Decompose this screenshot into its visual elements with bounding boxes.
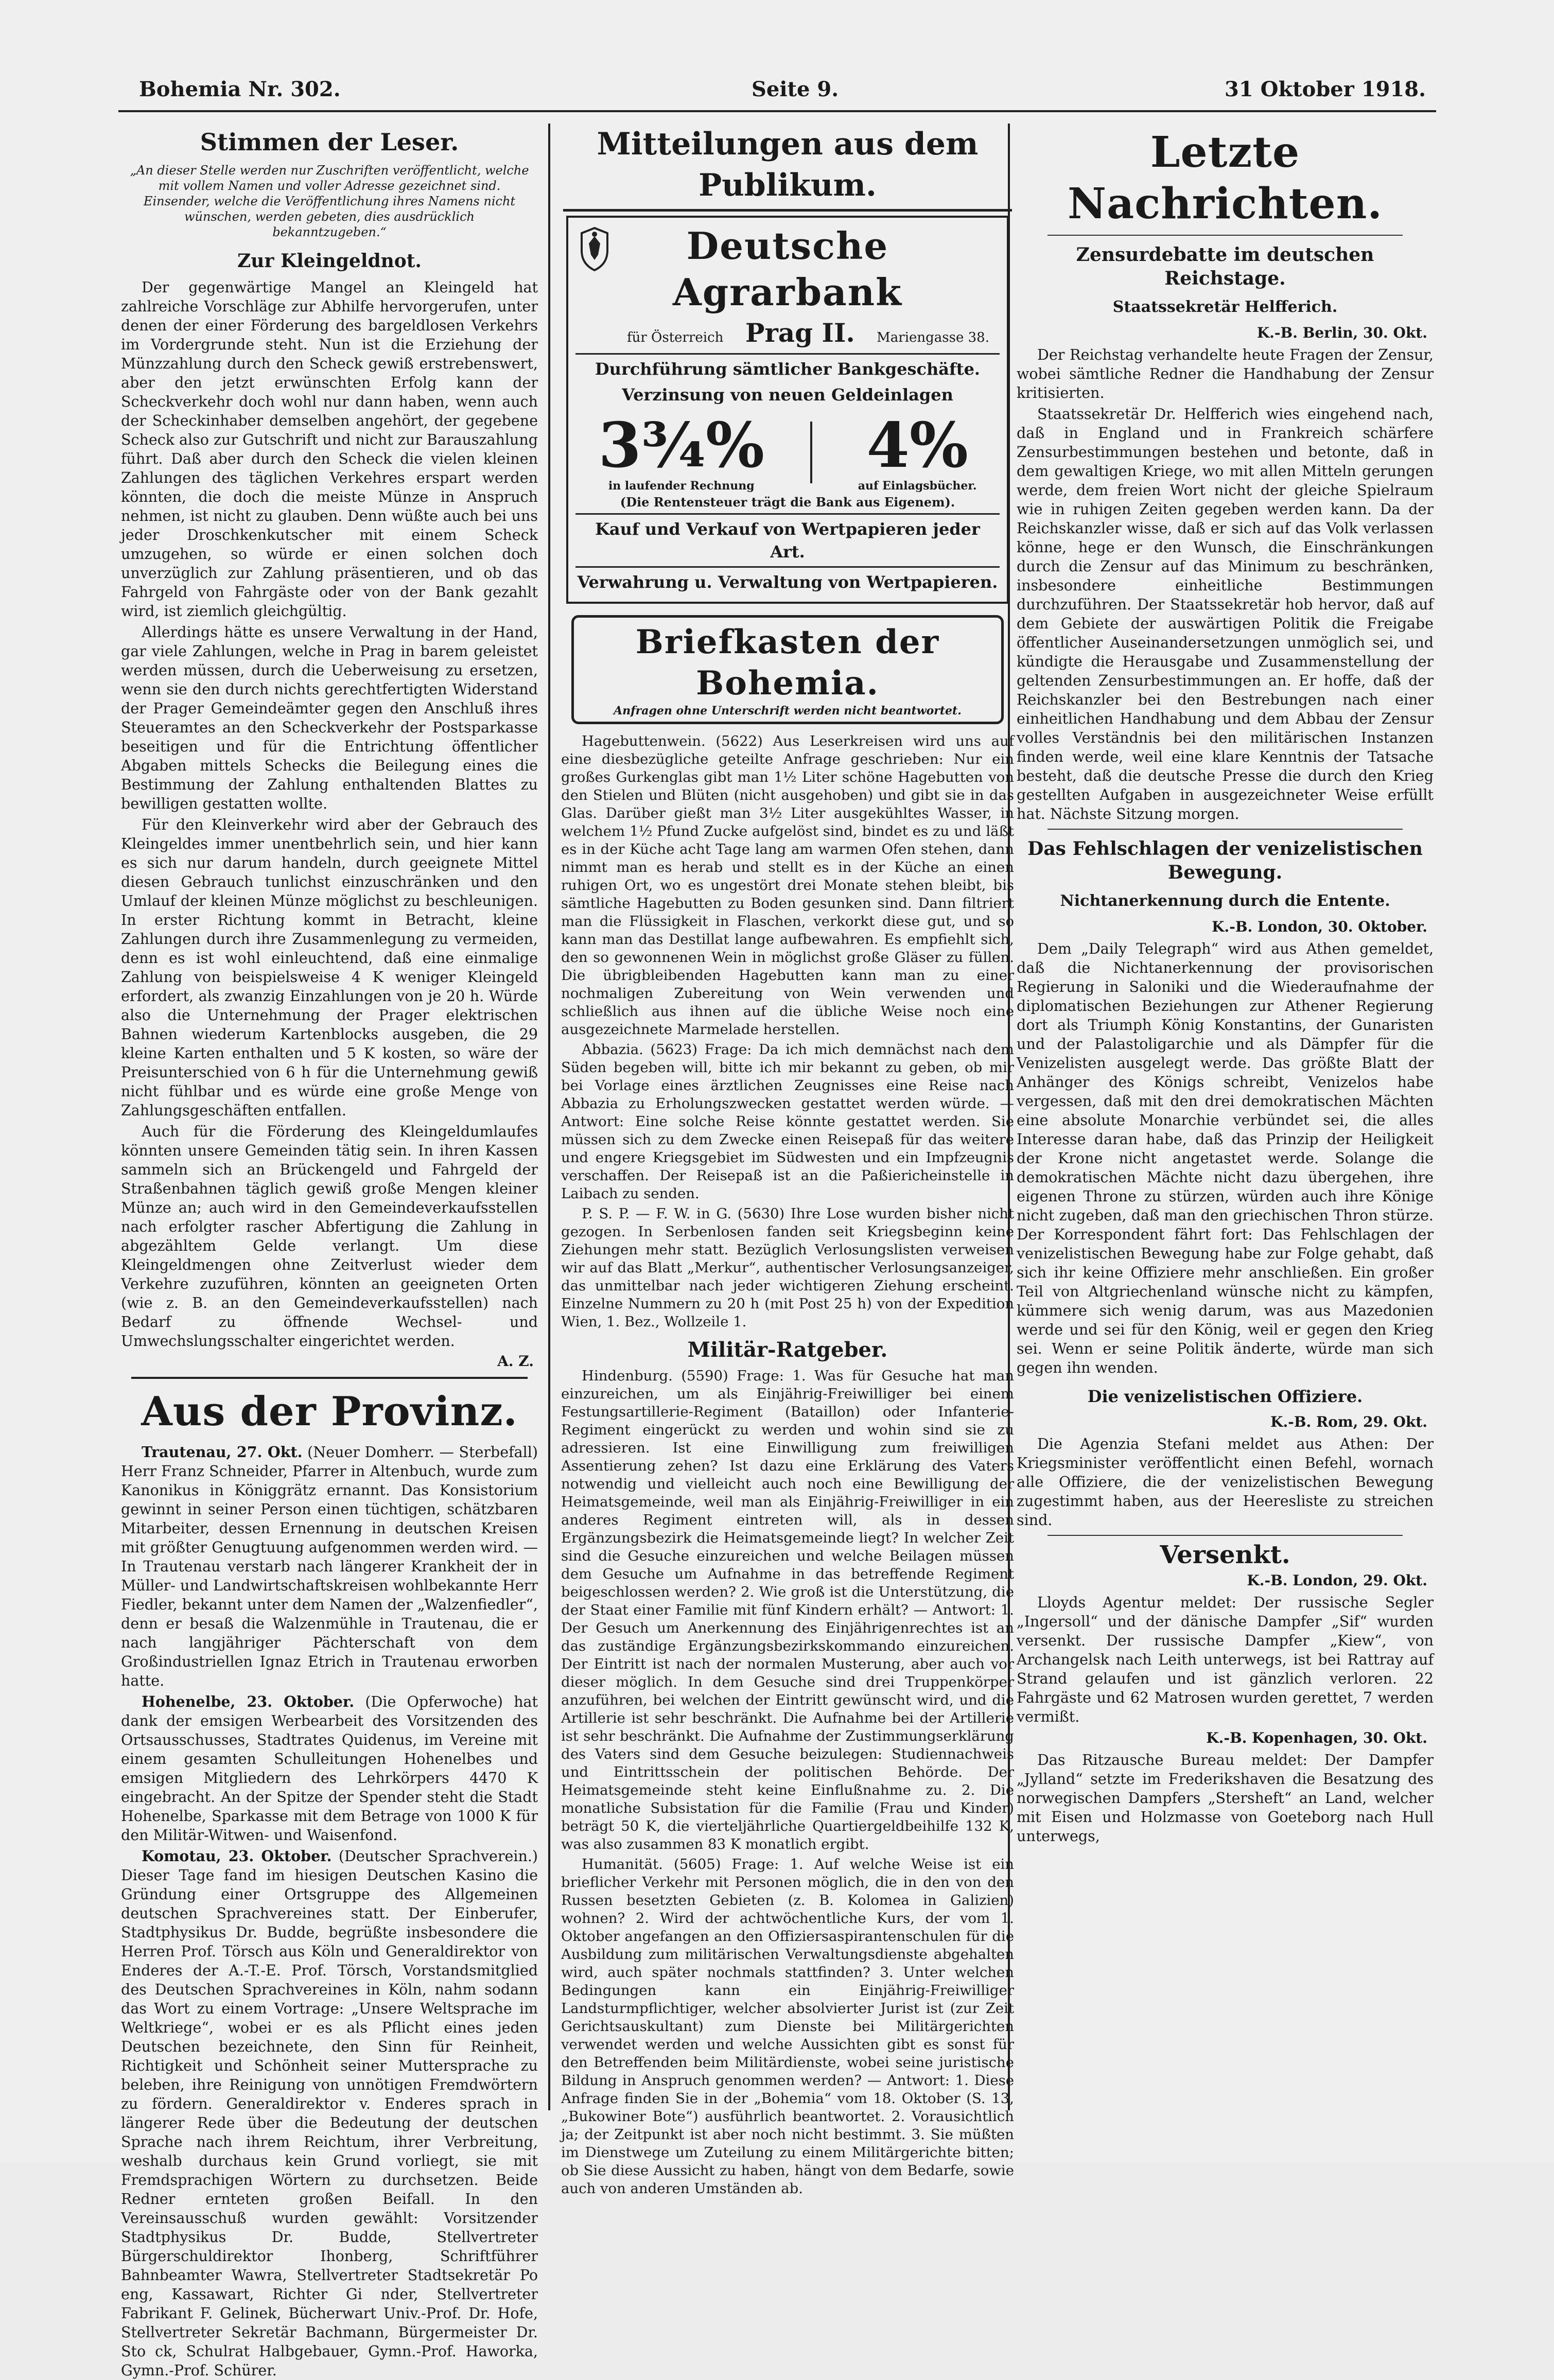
eagle-crest-icon bbox=[575, 226, 614, 272]
ad-rate-value: 3¾% bbox=[598, 409, 765, 482]
news-headline: Versenkt. bbox=[1160, 1541, 1290, 1569]
agrarbank-ad bbox=[566, 216, 1009, 604]
province-item bbox=[121, 1692, 538, 1845]
briefkasten-subtitle: Anfragen ohne Unterschrift werden nicht beantwortet. bbox=[614, 704, 962, 717]
public-section-title: Mitteilungen aus dem Publikum. bbox=[563, 124, 1012, 212]
ad-city: Prag II. bbox=[745, 318, 855, 348]
letter-item: Hagebuttenwein. (5622) Aus Leserkreisen wird uns auf eine diesbezügliche geteilte Anfrage geschrieben: Nur ein großes Gurkenglas gibt man 1½ Liter schöne Hagebutten von den Stielen und Blüten (nicht ausgehoben) und gibt sie in das Glas. Darüber gießt man 3½ Liter ausgekühltes Wasser, in welchem 1½ Pfund Zucke aufgelöst sind, bindet es zu und läßt es in der Küche acht Tage lang am warmen Ofen stehen, dann nimmt man es herab und stellt es in der Küche an einen ruhigen Ort, wo es ungestört drei Monate stehen bleibt, bis sämtliche Hagebutten zu Boden gesunken sind. Dann filtriert man die Flüssigkeit in Flaschen, verkorkt diese gut, und so kann man das Destillat lange aufbewahren. Es empfiehlt sich, den so gewonnenen Wein in möglichst große Gläser zu füllen. Die übrigbleibenden Hagebutten kann man zu einer nochmaligen Zubereitung von Wein verwenden und schließlich aus ihnen auf die übliche Weise noch eine ausgezeichnete Marmelade herstellen. bbox=[561, 733, 1014, 1038]
column-center bbox=[561, 124, 1014, 2197]
news-paragraph: Dem „Daily Telegraph“ wird aus Athen gemeldet, daß die Nichtanerkennung der provisorischen Regierung in Saloniki und die Wiederaufnahme der diplomatischen Beziehungen zur Athener Regierung dort als Triumph König Konstantins, der Gunaristen und der Palastoligarchie und als Dämpfer für die Venizelisten ausgelegt werde. Das größte Blatt der Anhänger des Königs schreibt, Venizelos habe vergessen, daß mit den drei demokratischen Mächten eine absolute Monarchie verbündet sei, die alles Interesse daran habe, daß das Prinzip der Heiligkeit der Krone nicht angetastet werde. Solange die demokratischen Mächte nicht dazu übergehen, ihre eigenen Throne zu stürzen, würden auch ihre Könige nicht zugeben, daß man den griechischen Thron stürze. Der Korrespondent fährt fort: Das Fehlschlagen der venizelistischen Bewegung habe zur Folge gehabt, daß sich ihr keine Offiziere mehr anschließen. Ein großer Teil von Altgriechenland wünsche nicht zu kämpfen, kümmere sich wenig darum, was aus Mazedonien werde und sei für den König, weil er gegen den Krieg sei. Wenn er seine Politik änderte, würde man sich gegen ihn wenden. bbox=[1017, 940, 1434, 1376]
readers-note: „An dieser Stelle werden nur Zuschriften veröffentlicht, welche mit vollem Namen und voller Adresse gezeichnet sind. Einsender, welche die Veröffentlichung ihres Namens nicht wünschen, werden gebeten, dies ausdrücklich bekanntzugeben.“ bbox=[130, 163, 529, 239]
article-paragraph: Der gegenwärtige Mangel an Kleingeld hat zahlreiche Vorschläge zur Abhilfe hervorgerufen, unter denen der einer Förderung des bargeldlosen Verkehrs im Vordergrunde steht. Nun ist die Erziehung der Münzzahlung durch den Scheck gewiß erstrebenswert, aber den jetzt erwünschten Erfolg kann der Scheckverkehr doch wohl nur dann haben, wenn auch der Scheckinhaber demselben angehört, der gegebene Scheck also zur Gutschrift und nicht zur Barauszahlung führt. Daß aber durch den Scheck die vielen kleinen Zahlungen des täglichen Verkehres erspart werden könnten, die doch die meiste Münze in Anspruch nehmen, ist nicht zu glauben. Denn wüßte auch bei uns jeder Droschkenkutscher mit einem Scheck umzugehen, so würde er einen solchen doch unverzüglich zur Zahlung präsentieren, und ob das Fahrgeld von Fahrgäste oder von der Bank gezahlt wird, ist ziemlich gleichgültig. bbox=[121, 279, 538, 620]
ad-footnote: (Die Rentensteuer trägt die Bank aus Eigenem). bbox=[620, 495, 955, 510]
header-page-number: Seite 9. bbox=[752, 77, 839, 101]
header-issue: Bohemia Nr. 302. bbox=[139, 77, 341, 101]
ad-bank-name: Deutsche Agrarbank bbox=[673, 224, 902, 314]
news-dateline: K.-B. Kopenhagen, 30. Okt. bbox=[1206, 1729, 1427, 1746]
news-headline: Die venizelistischen Offiziere. bbox=[1087, 1387, 1363, 1406]
news-divider bbox=[1047, 1535, 1403, 1536]
province-item bbox=[121, 1847, 538, 2380]
news-dateline: K.-B. London, 29. Okt. bbox=[1247, 1572, 1427, 1589]
news-paragraph: Staatssekretär Dr. Helfferich wies eingehend nach, daß in England und in Frankreich schärfere Zensurbestimmungen bestehen und betonte, daß in dem gewaltigen Kriege, wo mit allen Mitteln gerungen werde, dem freien Wort nicht der gleiche Spielraum wie in ruhigen Zeiten gegeben werden kann. Da der Reichskanzler wisse, daß er sich auf das Volk verlassen könne, hege er den Wunsch, die Einschränkungen durch die Zensur auf das Minimum zu beschränken, insbesondere einheitliche Bestimmungen durchzuführen. Der Staatssekretär hob hervor, daß auf dem Gebiete der auswärtigen Politik die Freigabe öffentlicher Auseinandersetzungen unmöglich sei, und kündigte die Herausgabe und Zusammenstellung der geltenden Zensurbestimmungen an. Er hoffe, daß der Reichskanzler bei den Bestrebungen nach einer einheitlichen Handhabung und dem Abbau der Zensur volles Verständnis bei den militärischen Instanzen finden werde, weil eine klare Kenntnis der Tatsache besteht, daß die deutsche Presse die durch den Krieg gestellten Aufgaben in ausgezeichneter Weise erfüllt hat. Nächste Sitzung morgen. bbox=[1017, 406, 1434, 822]
letter-item: Abbazia. (5623) Frage: Da ich mich demnächst nach dem Süden begeben will, bitte ich mir bekannt zu geben, ob mir bei Vorlage eines ärztlichen Zeugnisses eine Reise nach Abbazia zu Erholungszwecken gestattet werden würde. — Antwort: Eine solche Reise könnte gestattet werden. Sie müssen sich zu dem Zwecke einen Reisepaß für das weitere und engere Kriegsgebiet im Südwesten und ein Impfzeugnis verschaffen. Der Reisepaß ist an die Paßiericheinstelle in Laibach zu senden. bbox=[561, 1041, 1014, 1202]
news-paragraph: Der Reichstag verhandelte heute Fragen der Zensur, wobei sämtliche Redner die Handhabung der Zensur kritisierten. bbox=[1017, 346, 1434, 401]
province-text: (Neuer Domherr. — Sterbefall) Herr Franz Schneider, Pfarrer in Altenbuch, wurde zum Kanonikus in Königgrätz ernannt. Das Konsistorium gewinnt in seiner Person einen tüchtigen, schätzbaren Mitarbeiter, dessen Ernennung in deutschen Kreisen mit größter Genugtuung aufgenommen werden wird. — In Trautenau verstarb nach längerer Krankheit der in Müller- und Landwirtschaftskreisen wohlbekannte Herr Fiedler, bekannt unter dem Namen der „Walzenfiedler“, denn er besaß die Walzenmühle in Trautenau, die er nach langjähriger Pächterschaft von dem Großindustriellen Ignaz Etrich in Trautenau erworben hatte. bbox=[121, 1444, 538, 1689]
news-paragraph: Lloyds Agentur meldet: Der russische Segler „Ingersoll“ und der dänische Dampfer „Sif“ wurden versenkt. Der russische Dampfer „Kiew“, von Archangelsk nach Leith unterwegs, ist bei Rattray auf Strand gelaufen und ist gänzlich verloren. 22 Fahrgäste und 62 Matrosen wurden gerettet, 7 werden vermißt. bbox=[1017, 1594, 1434, 1725]
military-item: Hindenburg. (5590) Frage: 1. Was für Gesuche hat man einzureichen, um als Einjährig-Freiwilliger bei einem Festungsartillerie-Regiment (Bataillon) oder Infanterie-Regiment eingerückt zu werden und wohin sind sie zu adressieren. Ist eine Einwilligung zum freiwilligen Assentierung zehen? Ist dazu eine Erklärung des Vaters notwendig und vielleicht auch noch eine Bewilligung der Heimatsgemeinde, weil man als Einjährig-Freiwilliger in ein anderes Regiment eintreten will, als in dessen Ergänzungsbezirk die Heimatsgemeinde liegt? In welcher Zeit sind die Gesuche einzureichen und welche Beilagen müssen dem Gesuche um Aufnahme in das betreffende Regiment beigeschlossen werden? 2. Wie groß ist die Unterstützung, die der Staat einer Familie mit fünf Kindern erhält? — Antwort: 1. Der Gesuch um Anerkennung des Einjährigenrechtes ist an das zuständige Ergänzungsbezirkskommando einzureichen. Der Eintritt ist nach der normalen Musterung, aber auch vor dieser möglich. In dem Gesuche sind drei Truppenkörper anzuführen, bei welchen der Eintritt gewünscht wird, und die Artillerie ist sehr beschränkt. Die Aufnahme bei der Artillerie ist sehr beschränkt. Die Aufnahme der Zustimmungserklärung des Vaters sind dem Gesuche beizulegen: Studiennachweis und Eintrittsschein der politischen Behörde. Der Heimatsgemeinde steht keine Einflußnahme zu. 2. Die monatliche Subsistation für die Familie (Frau und Kinder) beträgt 50 K, die vierteljährliche Quartiergeldbeihilfe 132 K, was also zusammen 83 K monatlich ergibt. bbox=[561, 1368, 1014, 1852]
province-place: Trautenau, 27. Okt. bbox=[142, 1443, 303, 1461]
ad-services: Durchführung sämtlicher Bankgeschäfte. bbox=[575, 353, 1000, 383]
news-subheadline: Staatssekretär Helfferich. bbox=[1112, 298, 1338, 316]
news-divider bbox=[1047, 829, 1403, 830]
article-signature: A. Z. bbox=[497, 1353, 534, 1370]
article-paragraph: Auch für die Förderung des Kleingeldumlaufes könnten unsere Gemeinden tätig sein. In ihren Kassen sammeln sich an Brückengeld und Fahrgeld der Straßenbahnen täglich gewiß große Mengen kleiner Münze an; auch wird in den Gemeindeverkaufsstellen nach erfolgter rascher Abfertigung die Zahlung in abgezähltem Gelde verlangt. Um diese Kleingeldmengen ohne Zeitverlust wieder dem Verkehre zuzuführen, könnten an geeigneten Orten (wie z. B. an den Gemeindeverkaufsstellen) nach Bedarf zu öffnende Wechsel- und Umwechslungsschalter eingerichtet werden. bbox=[121, 1123, 538, 1350]
ad-rate-divider bbox=[810, 422, 812, 483]
article-title: Zur Kleingeldnot. bbox=[237, 250, 422, 272]
page-header bbox=[139, 72, 1426, 108]
news-paragraph: Das Ritzausche Bureau meldet: Der Dampfer „Jylland“ setzte im Frederikshaven die Besatzung des norwegischen Dampfers „Stersheft“ an Land, welcher mit Eisen und Holzmasse von Goeteborg nach Hull unterwegs, bbox=[1017, 1752, 1434, 1845]
ad-rate-value: 4% bbox=[866, 409, 968, 482]
ad-rate-caption: auf Einlagsbücher. bbox=[858, 479, 977, 493]
province-item bbox=[121, 1443, 538, 1690]
province-place: Komotau, 23. Oktober. bbox=[142, 1847, 332, 1865]
military-section-title: Militär-Ratgeber. bbox=[687, 1338, 888, 1362]
section-divider bbox=[131, 1377, 528, 1379]
ad-rates bbox=[575, 409, 1000, 495]
ad-rate-caption: in laufender Rechnung bbox=[608, 479, 755, 493]
ad-country: für Österreich bbox=[627, 330, 724, 345]
latest-news-title: Letzte Nachrichten. bbox=[1068, 128, 1383, 229]
ad-rate-current bbox=[598, 409, 765, 493]
briefkasten-title: Briefkasten der Bohemia. bbox=[635, 623, 940, 703]
news-headline: Zensurdebatte im deutschen Reichstage. bbox=[1076, 244, 1374, 289]
province-text: (Deutscher Sprachverein.) Dieser Tage fand im hiesigen Deutschen Kasino die Gründung einer Ortsgruppe des Allgemeinen deutschen Sprachvereines statt. Der Einberufer, Stadtphysikus Dr. Budde, begrüßte insbesondere die Herren Prof. Törsch aus Köln und Generaldirektor von Enderes der A.-T.-E. Prof. Törsch, Vorstandsmitglied des Deutschen Sprachvereines in Köln, nahm sodann das Wort zu einem Vortrage: „Unsere Weltsprache im Weltkriege“, wobei er es als Pflicht eines jeden Deutschen bezeichnete, den Sinn für Reinheit, Richtigkeit und Schönheit seiner Muttersprache zu beleben, ihre Reinigung von unnötigen Fremdwörtern zu fördern. Generaldirektor v. Enderes sprach in längerer Rede über die Bedeutung der deutschen Sprache nach ihrem Reichtum, ihrer Verbreitung, weshalb durchaus kein Grund vorliegt, sie mit Fremdsprachigen Wörtern zu durchsetzen. Beide Redner ernteten großen Beifall. In den Vereinsausschuß wurden gewählt: Vorsitzender Stadtphysikus Dr. Budde, Stellvertreter Bürgerschuldirektor Ihonberg, Schriftführer Bahnbeamter Wawra, Stellvertreter Stadtsekretär Po eng, Kassawart, Richter Gi nder, Stellvertreter Fabrikant F. Gelinek, Bücherwart Univ.-Prof. Dr. Hofe, Stellvertreter Sekretär Bachmann, Bürgermeister Dr. Sto ck, Schulrat Halbgebauer, Gymn.-Prof. Haworka, Gymn.-Prof. Schürer. bbox=[121, 1848, 538, 2379]
ad-address bbox=[627, 318, 989, 348]
news-subheadline: Nichtanerkennung durch die Entente. bbox=[1060, 892, 1390, 910]
column-left bbox=[121, 124, 538, 2379]
ad-securities-trade: Kauf und Verkauf von Wertpapieren jeder Art. bbox=[575, 513, 1000, 566]
news-headline: Das Fehlschlagen der venizelistischen Bewegung. bbox=[1027, 838, 1423, 883]
province-place: Hohenelbe, 23. Oktober. bbox=[142, 1693, 355, 1710]
readers-section-title: Stimmen der Leser. bbox=[200, 128, 459, 156]
province-text: (Die Opferwoche) hat dank der emsigen Werbearbeit des Vorsitzenden des Ortsausschusses, Stadtrates Quidenus, im Vereine mit einem gesamten Schulleitungen Hohenelbes und emsigen Mitgliedern des Lehrkörpers 4470 K eingebracht. An der Spitze der Spender steht die Stadt Hohenelbe, Sparkasse mit dem Betrage von 1000 K für den Militär-Witwen- und Waisenfond. bbox=[121, 1693, 538, 1844]
province-section-title: Aus der Provinz. bbox=[141, 1388, 518, 1435]
column-right bbox=[1017, 124, 1434, 2121]
ad-street: Mariengasse 38. bbox=[877, 330, 989, 345]
article-paragraph: Für den Kleinverkehr wird aber der Gebrauch des Kleingeldes immer unentbehrlich sein, und hier kann es sich nur darum handeln, durch geeignete Mittel diesen Gebrauch tunlichst einzuschränken und den Umlauf der kleinen Münze möglichst zu beschleunigen. In erster Richtung kommt in Betracht, kleine Zahlungen durch ihre Zusammenlegung zu vermeiden, denn es ist wohl einleuchtend, daß eine einmalige Zahlung von beispielsweise 4 K weniger Kleingeld erfordert, als zwanzig Einzahlungen von je 20 h. Würde also die Unternehmung der Prager elektrischen Bahnen wiederum Kartenblocks ausgeben, die 29 kleine Karten enthalten und 5 K kosten, so wäre der Preisunterschied von 6 h für die Unternehmung gewiß nicht fühlbar und es würde eine große Menge von Zahlungsgeschäften entfallen. bbox=[121, 816, 538, 1119]
header-rule bbox=[118, 110, 1436, 112]
ad-interest-heading: Verzinsung von neuen Geldeinlagen bbox=[622, 385, 953, 405]
article-paragraph: Allerdings hätte es unsere Verwaltung in der Hand, gar viele Zahlungen, welche in Prag in barem geleistet werden müssen, durch die Ueberweisung zu ersetzen, wenn sie den durch nichts gerechtfertigten Widerstand der Prager Gemeindeämter gegen den Anschluß ihres Steueramtes an den Scheckverkehr der Postsparkasse beseitigen und für die Entrichtung öffentlicher Abgaben mittels Schecks die Beilegung eines die Bestimmung der Zahlung enthaltenden Blattes zu bewilligen gestatten wollte. bbox=[121, 624, 538, 812]
news-dateline: K.-B. Rom, 29. Okt. bbox=[1270, 1413, 1427, 1430]
news-paragraph: Die Agenzia Stefani meldet aus Athen: Der Kriegsminister veröffentlicht einen Befehl, wornach alle Offiziere, die der venizelistischen Bewegung zugestimmt haben, aus der Heeresliste zu streichen sind. bbox=[1017, 1436, 1434, 1529]
ad-securities-custody: Verwahrung u. Verwaltung von Wertpapieren. bbox=[575, 566, 1000, 597]
ad-rate-savings bbox=[858, 409, 977, 493]
military-item: Humanität. (5605) Frage: 1. Auf welche Weise ist ein brieflicher Verkehr mit Personen möglich, die in den von den Russen besetzten Gebieten (z. B. Kolomea in Galizien) wohnen? 2. Wird der achtwöchentliche Kurs, der vom 1. Oktober angefangen an den Offiziersaspirantenschulen für die Ausbildung zum militärischen Verwaltungsdienste abgehalten wird, auch später nochmals stattfinden? 3. Unter welchen Bedingungen kann ein Einjährig-Freiwilliger Landsturmpflichtiger, welcher absolvierter Jurist ist (zur Zeit Gerichtsauskultant) zum Dienste bei Militärgerichten verwendet werden und welche Aussichten gibt es sonst für den Betreffenden beim Militärdienste, wobei seine juristische Bildung in Anspruch genommen werden? — Antwort: 1. Diese Anfrage finden Sie in der „Bohemia“ vom 18. Oktober (S. 13, „Bukowiner Bote“) ausführlich beantwortet. 2. Vorausichtlich ja; der Zeitpunkt ist aber noch nicht bestimmt. 3. Sie müßten im Dienstwege um Zuteilung zu einem Militärgerichte bitten; ob Sie diese Aussicht zu haben, hängt von dem Bedarfe, sowie auch von anderen Umständen ab. bbox=[561, 1856, 1014, 2197]
briefkasten-box bbox=[571, 615, 1004, 724]
column-rule-1 bbox=[548, 124, 550, 2110]
header-date: 31 Oktober 1918. bbox=[1225, 77, 1426, 101]
news-dateline: K.-B. Berlin, 30. Okt. bbox=[1256, 324, 1427, 341]
title-underline bbox=[1047, 235, 1403, 236]
news-dateline: K.-B. London, 30. Oktober. bbox=[1212, 918, 1427, 935]
letter-item: P. S. P. — F. W. in G. (5630) Ihre Lose wurden bisher nicht gezogen. In Serbenlosen fanden seit Kriegsbeginn keine Ziehungen mehr statt. Bezüglich Verlosungslisten verweisen wir auf das Blatt „Merkur“, authentischer Verlosungsanzeiger, das unmittelbar nach jeder wichtigeren Ziehung erscheint. Einzelne Nummern zu 20 h (mit Post 25 h) von der Expedition Wien, 1. Bez., Wollzeile 1. bbox=[561, 1205, 1014, 1330]
